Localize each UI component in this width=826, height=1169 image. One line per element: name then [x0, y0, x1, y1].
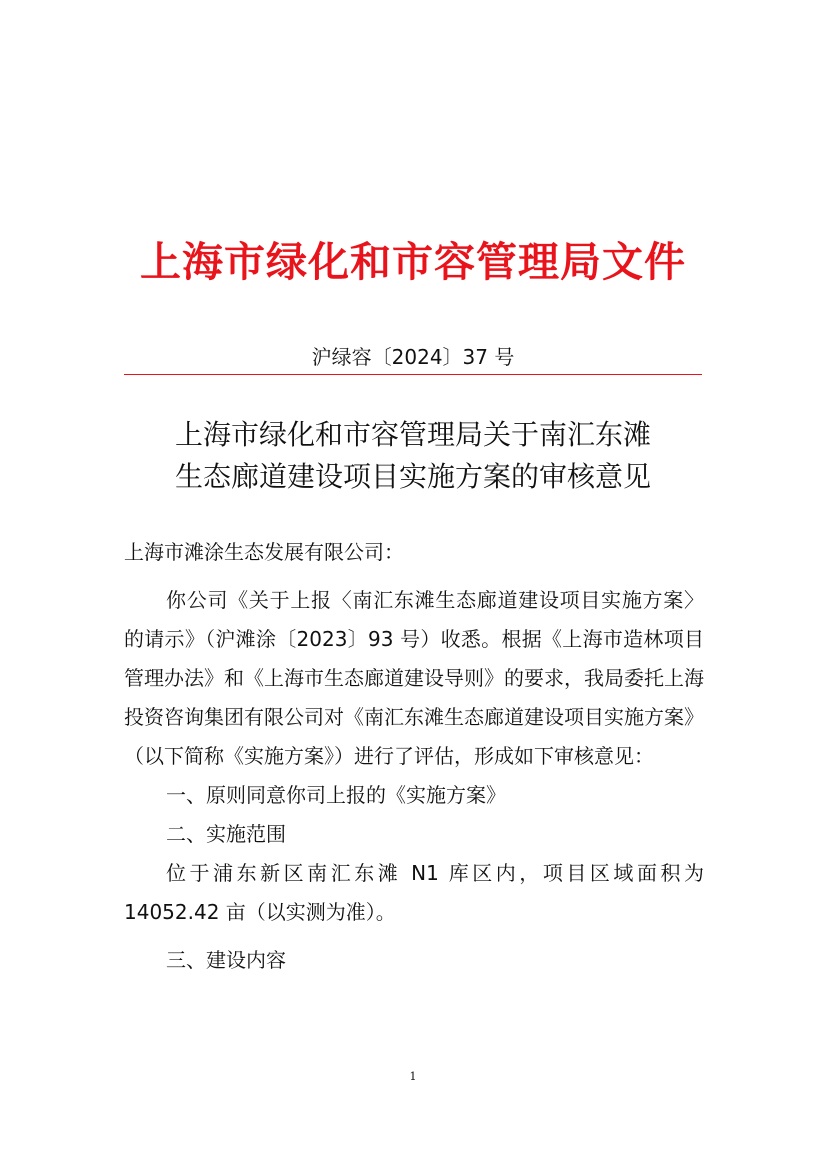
document-title	[0, 414, 826, 498]
title-line-2: 生态廊道建设项目实施方案的审核意见	[174, 460, 651, 493]
section-heading-1: 一、原则同意你司上报的《实施方案》	[166, 783, 506, 807]
salutation: 上海市滩涂生态发展有限公司：	[124, 540, 404, 564]
paragraph-scope: 位于浦东新区南汇东滩 N1 库区内，项目区域面积为 14052.42 亩（以实测为准）。	[124, 861, 704, 924]
issuer-masthead: 上海市绿化和市容管理局文件	[140, 238, 686, 286]
page-number: 1	[409, 1070, 417, 1083]
section-heading-3: 三、建设内容	[166, 948, 286, 972]
section-heading-2: 二、实施范围	[166, 822, 286, 846]
paragraph-request: 你公司《关于上报〈南汇东滩生态廊道建设项目实施方案〉的请示》（沪滩涂〔2023〕93 号）收悉。根据《上海市造林项目管理办法》和《上海市生态廊道建设导则》的要求，我局委托上海投资咨询集团有限公司对《南汇东滩生态廊道建设项目实施方案》（以下简称《实施方案》）进行了评估，形成如下审核意见：	[124, 588, 704, 768]
document-body	[124, 533, 704, 980]
title-line-1: 上海市绿化和市容管理局关于南汇东滩	[174, 418, 651, 451]
document-number: 沪绿容〔2024〕37 号	[311, 345, 515, 369]
red-divider	[124, 374, 702, 375]
